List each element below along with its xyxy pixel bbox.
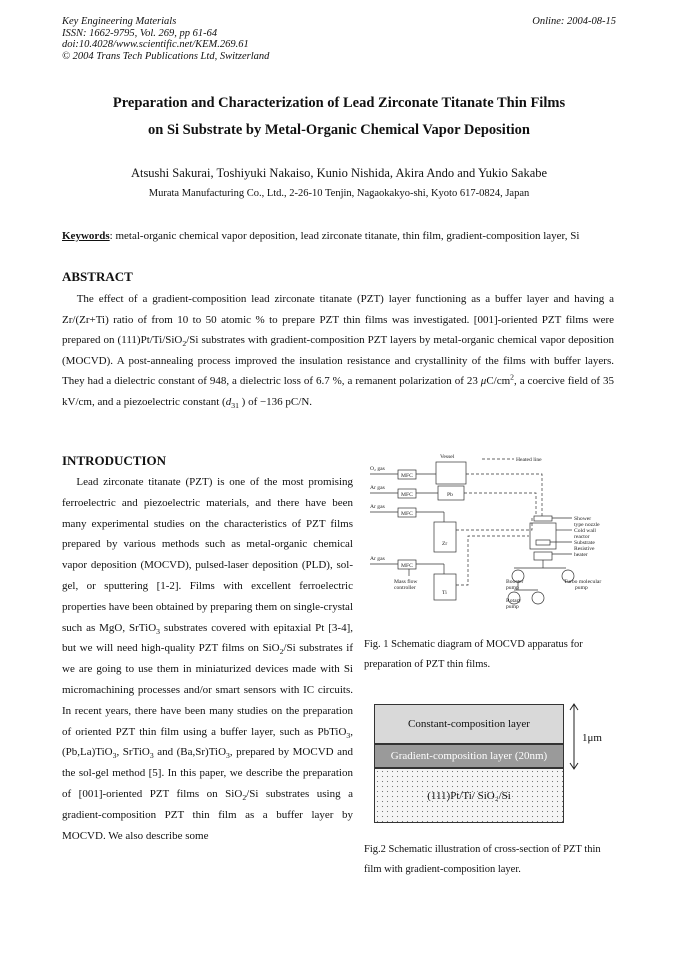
heated-line-label: Heated line xyxy=(516,457,542,463)
affiliation: Murata Manufacturing Co., Ltd., 2-26-10 Tenjin, Nagaokakyo-shi, Kyoto 617-0824, Japan xyxy=(148,188,530,199)
shower-label: Shower xyxy=(574,516,592,522)
keywords-label: Keywords xyxy=(62,230,110,242)
pb-label: Pb xyxy=(447,492,453,498)
controller-label: controller xyxy=(394,585,416,591)
introduction-body: Lead zirconate titanate (PZT) is one of the most promising ferroelectric and piezoelectric materials, and there have been many experimental studies on the characteristics of PZT films prepared by various methods such as metal-organic chemical vapor deposition (MOCVD), pulsed-laser deposition (PLD), sol-gel, or sputtering [1-2]. Films with excellent ferroelectric properties have been obtained by preparing them on single-crystal such as MgO, SrTiO$_3$ substrates covered with epitaxial Pt [3-4], but we will need high-quality PZT films on SiO$_2$/Si substrates if we are going to use them in miniaturized devices made with Si micromachining processes and/or smart sensors with IC circuits. In recent years, there have been many studies on the preparation of oriented PZT thin film using a buffer layer, such as PbTiO$_3$, (Pb,La)TiO$_3$, SrTiO$_3$ and (Ba,Sr)TiO$_3$, prepared by MOCVD and the sol-gel method [5]. In this paper, we describe the preparation of [001]-oriented PZT films on SiO$_2$/Si substrates using a gradient-composition PZT thin film as a buffer layer by MOCVD. We also describe some xyxy=(62,476,353,842)
mfc-label-1: MFC xyxy=(401,473,413,479)
mocvd-apparatus-diagram xyxy=(364,450,626,618)
constant-composition-layer xyxy=(374,704,564,744)
authors: Atsushi Sakurai, Toshiyuki Nakaiso, Kunio Nishida, Akira Ando and Yukio Sakabe xyxy=(130,166,548,180)
type-nozzle-label: type nozzle xyxy=(574,522,600,528)
abstract-text-4: , a coercive field of 35 kV/cm, and a piezoelectric constant ( xyxy=(62,375,614,408)
intro-text-3: /Si substrates if we are going to use them in miniaturized devices made with Si micromachining processes and/or smart sensors with IC circuits. In recent years, there have been many studies on the preparation of oriented PZT thin film using a buffer layer, such as PbTiO xyxy=(62,642,353,738)
heater-label: heater xyxy=(574,552,588,558)
issn: ISSN: 1662-9795, Vol. 269, pp 61-64 xyxy=(62,27,218,39)
resistive-label: Resistive xyxy=(574,546,595,552)
thickness-label: 1μm xyxy=(582,732,602,744)
abstract-text-1: The effect of a gradient-composition lead zirconate titanate (PZT) layer functioning as a buffer layer and having a Zr/(Zr+Ti) ratio of from 10 to 50 atomic % to prepare PZT thin films was investigated. [001]-oriented PZT films were prepared on (111)Pt/Ti/SiO xyxy=(62,293,615,347)
mfc-label-2: MFC xyxy=(401,492,413,498)
mfc-label-4: MFC xyxy=(401,563,413,569)
intro-text-6: and (Ba,Sr)TiO xyxy=(153,746,227,759)
mfc-label-3: MFC xyxy=(401,511,413,517)
copyright: © 2004 Trans Tech Publications Ltd, Switzerland xyxy=(62,50,270,62)
title-line-1: Preparation and Characterization of Lead Zirconate Titanate Thin Films xyxy=(112,95,566,111)
substrate-label: Substrate xyxy=(574,540,595,546)
abstract-text-5: ) of −136 pC/N. xyxy=(238,395,313,408)
paper-title xyxy=(40,90,638,144)
fig1-caption: Fig. 1 Schematic diagram of MOCVD apparatus for preparation of PZT thin films. xyxy=(364,639,583,671)
fig2-caption: Fig.2 Schematic illustration of cross-section of PZT thin film with gradient-composition layer. xyxy=(364,844,601,876)
booster-label: Booster xyxy=(506,579,524,585)
title-line-2: on Si Substrate by Metal-Organic Chemical Vapor Deposition xyxy=(148,122,530,138)
o2-gas-label: O₂ gas xyxy=(370,466,385,472)
journal-name: Key Engineering Materials xyxy=(62,16,177,27)
intro-text-5: , SrTiO xyxy=(116,746,150,759)
mass-flow-label: Mass flow xyxy=(394,579,418,585)
rotary-label: Rotary xyxy=(506,598,522,604)
intro-text-7: , prepared by MOCVD and the sol-gel method [5]. In this paper, we describe the preparation of [001]-oriented PZT films on SiO xyxy=(62,746,353,800)
layer3-label: (111)Pt/Ti/ SiO₂/Si xyxy=(427,789,511,802)
intro-text-1: Lead zirconate titanate (PZT) is one of the most promising ferroelectric and piezoelectric materials, and there have been many experimental studies on the characteristics of PZT films prepared by various methods such as metal-organic chemical vapor deposition (MOCVD), pulsed-laser deposition (PLD), sol-gel, or sputtering [1-2]. Films with excellent ferroelectric properties have been obtained by preparing them on single-crystal such as MgO, SrTiO xyxy=(62,476,353,634)
keywords-text: : metal-organic chemical vapor deposition, lead zirconate titanate, thin film, gradient-composition layer, Si xyxy=(109,230,580,242)
ti-label: Ti xyxy=(442,590,447,596)
vessel-label: Vessel xyxy=(440,454,455,460)
online-date: Online: 2004-08-15 xyxy=(532,16,616,27)
ar-gas-label-3: Ar gas xyxy=(370,556,385,562)
abstract-text-3: C/cm xyxy=(486,375,511,388)
gradient-composition-layer xyxy=(374,744,564,768)
ar-gas-label-2: Ar gas xyxy=(370,504,385,510)
abstract-heading: ABSTRACT xyxy=(62,269,133,284)
intro-text-4: , (Pb,La)TiO xyxy=(62,725,353,759)
abstract-body: The effect of a gradient-composition lead zirconate titanate (PZT) layer functioning as a buffer layer and having a Zr/(Zr+Ti) ratio of from 10 to 50 atomic % to prepare PZT thin films was investigated. [001]-oriented PZT films were prepared on (111)Pt/Ti/SiO$_2$/Si substrates with gradient-composition PZT layers by metal-organic chemical vapor deposition (MOCVD). A post-annealing process improved the insulation resistance and crystallinity of the films with buffer layers. They had a dielectric constant of 948, a dielectric loss of 6.7 %, a remanent polarization of 23 $\mu C/cm^2$, a coercive field of 35 kV/cm, and a piezoelectric constant ($d_{31}$ ) of −136 pC/N. xyxy=(62,293,615,411)
layer2-label: Gradient-composition layer (20nm) xyxy=(390,750,548,762)
cold-wall-label: Cold wall xyxy=(574,528,596,534)
abstract-text-2: /Si substrates with gradient-composition PZT layers by metal-organic chemical vapor deposition (MOCVD). A post-annealing process improved the insulation resistance and crystallinity of the films with buffer layers. They had a dielectric constant of 948, a dielectric loss of 6.7 %, a remanent polarization of 23 xyxy=(62,334,614,388)
turbo-pump-label: pump xyxy=(575,585,588,591)
reactor-label: reactor xyxy=(574,534,590,540)
intro-text-2: substrates covered with epitaxial Pt [3-4], but we will need high-quality PZT films on SiO xyxy=(62,621,353,655)
doi: doi:10.4028/www.scientific.net/KEM.269.61 xyxy=(62,39,249,51)
substrate-layer xyxy=(374,768,564,823)
keywords xyxy=(62,230,622,242)
ar-gas-label-1: Ar gas xyxy=(370,485,385,491)
journal-header xyxy=(62,16,269,62)
introduction-heading: INTRODUCTION xyxy=(62,453,167,468)
turbo-label: Turbo molecular xyxy=(564,579,602,585)
thickness-arrow-icon xyxy=(568,702,580,772)
booster-pump-label: pump xyxy=(506,585,519,591)
rotary-pump-label: pump xyxy=(506,604,519,610)
intro-text-8: /Si substrates using a gradient-composition PZT thin film as a buffer layer by MOCVD. We also describe some xyxy=(62,787,353,842)
cross-section-diagram xyxy=(364,698,614,828)
zr-label: Zr xyxy=(442,541,448,547)
layer1-label: Constant-composition layer xyxy=(408,718,530,730)
